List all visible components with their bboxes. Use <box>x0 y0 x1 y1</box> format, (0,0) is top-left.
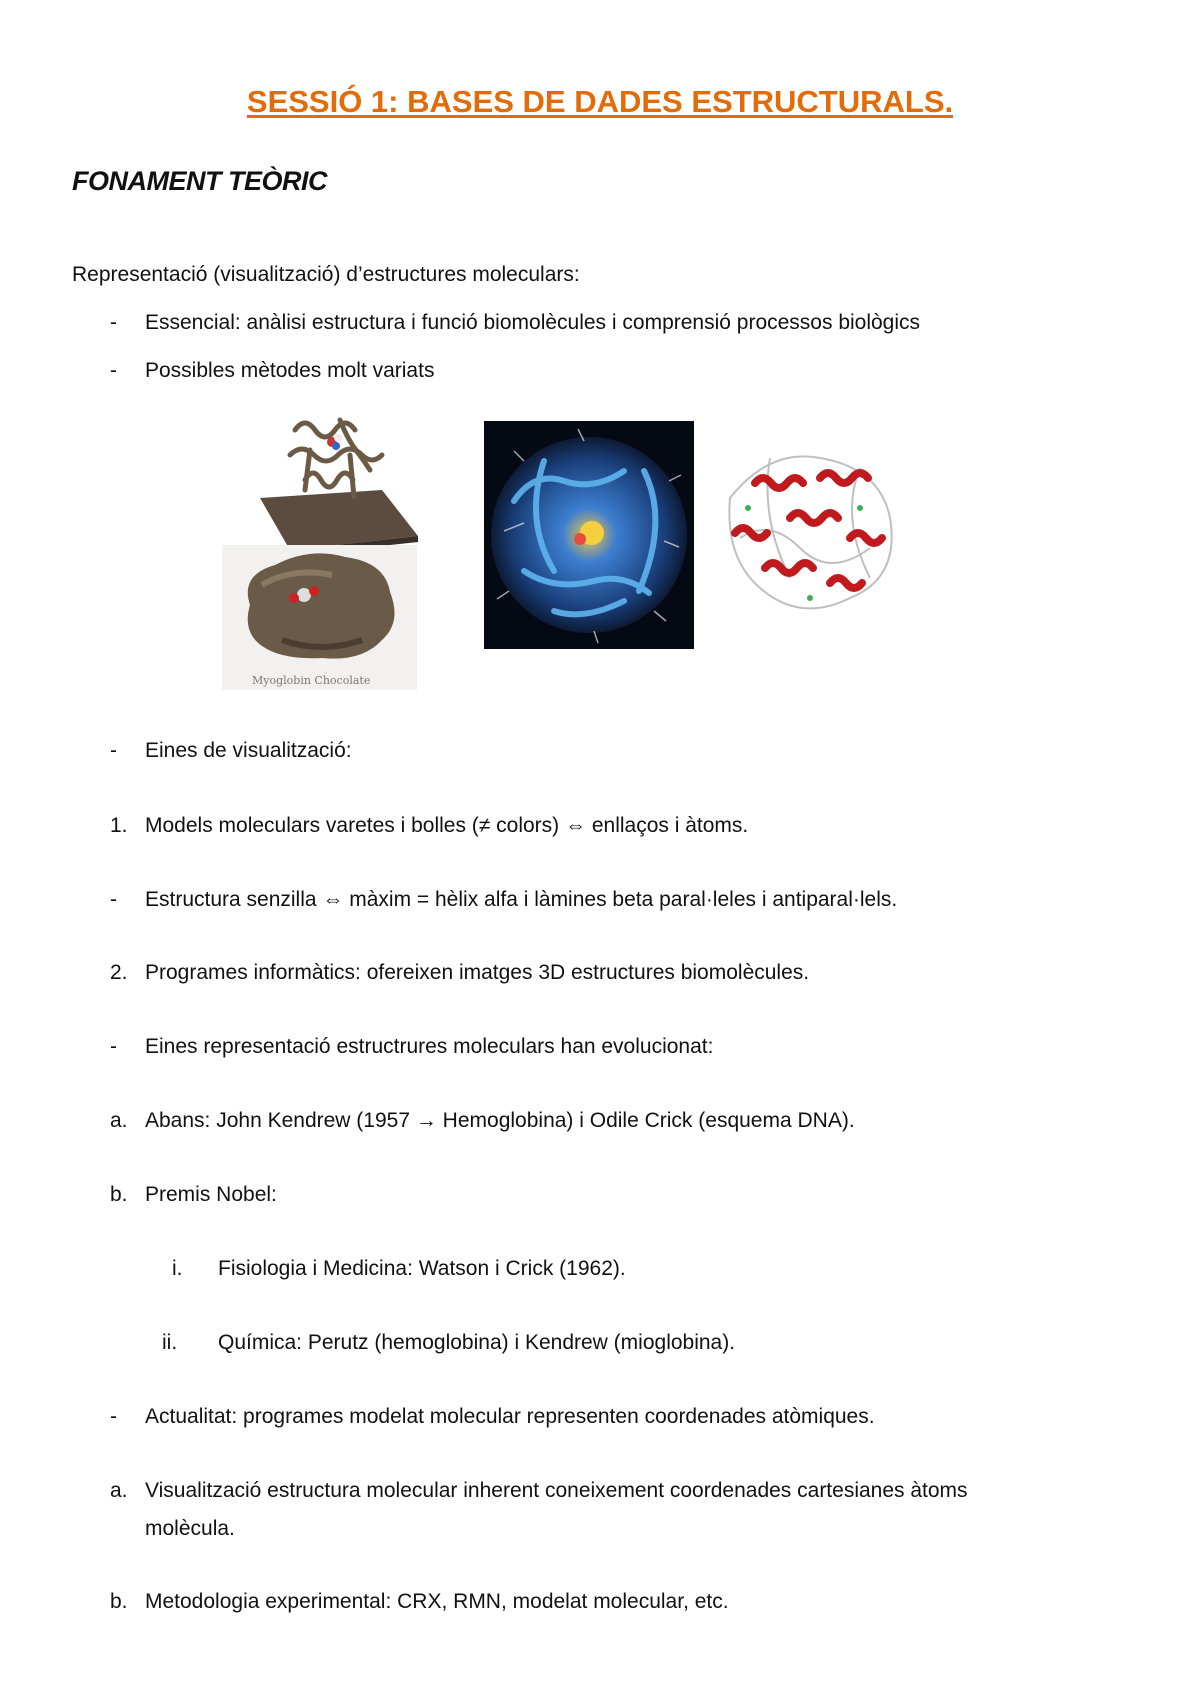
blue-protein-render-image <box>484 421 694 649</box>
list-marker: - <box>110 311 117 334</box>
document-title: SESSIÓ 1: BASES DE DADES ESTRUCTURALS. <box>246 84 954 119</box>
list-item: Visualització estructura molecular inherent coneixement coordenades cartesianes àtoms <box>145 1479 968 1502</box>
ribbon-model-on-plate-image <box>250 410 420 560</box>
list-item: Actualitat: programes modelat molecular representen coordenades atòmiques. <box>145 1405 875 1428</box>
list-marker: b. <box>110 1183 128 1206</box>
list-marker: ii. <box>162 1331 178 1354</box>
list-marker: 1. <box>110 814 128 837</box>
surface-model-image <box>222 545 417 690</box>
list-item-continuation: molècula. <box>145 1517 235 1540</box>
list-item: Programes informàtics: ofereixen imatges 3D estructures biomolècules. <box>145 961 810 984</box>
list-marker: b. <box>110 1590 128 1613</box>
list-marker: - <box>110 1405 117 1428</box>
list-item: Fisiologia i Medicina: Watson i Crick (1962). <box>218 1257 626 1280</box>
list-marker: - <box>110 739 117 762</box>
list-item: Metodologia experimental: CRX, RMN, modelat molecular, etc. <box>145 1590 729 1613</box>
list-item: Eines representació estructrures moleculars han evolucionat: <box>145 1035 714 1058</box>
list-marker: i. <box>172 1257 183 1280</box>
list-item: Models moleculars varetes i bolles (≠ colors) ⇔ enllaços i àtoms. <box>145 814 749 837</box>
intro-line: Representació (visualització) d’estructures moleculars: <box>72 263 580 286</box>
list-item: Abans: John Kendrew (1957 → Hemoglobina) i Odile Crick (esquema DNA). <box>145 1109 855 1132</box>
list-marker: a. <box>110 1109 128 1132</box>
list-marker: a. <box>110 1479 128 1502</box>
list-marker: - <box>110 359 117 382</box>
list-marker: 2. <box>110 961 128 984</box>
list-item: Possibles mètodes molt variats <box>145 359 435 382</box>
red-helix-protein-image <box>710 438 910 620</box>
list-item: Estructura senzilla ⇔ màxim = hèlix alfa i làmines beta paral·leles i antiparal·lels. <box>145 888 898 911</box>
figure-caption: Myoglobin Chocolate <box>252 674 371 687</box>
list-item: Essencial: anàlisi estructura i funció biomolècules i comprensió processos biològics <box>145 311 921 334</box>
list-item: Química: Perutz (hemoglobina) i Kendrew (mioglobina). <box>218 1331 736 1354</box>
list-marker: - <box>110 888 117 911</box>
list-item: Eines de visualització: <box>145 739 352 762</box>
list-item: Premis Nobel: <box>145 1183 277 1206</box>
list-marker: - <box>110 1035 117 1058</box>
section-heading: FONAMENT TEÒRIC <box>72 166 327 196</box>
